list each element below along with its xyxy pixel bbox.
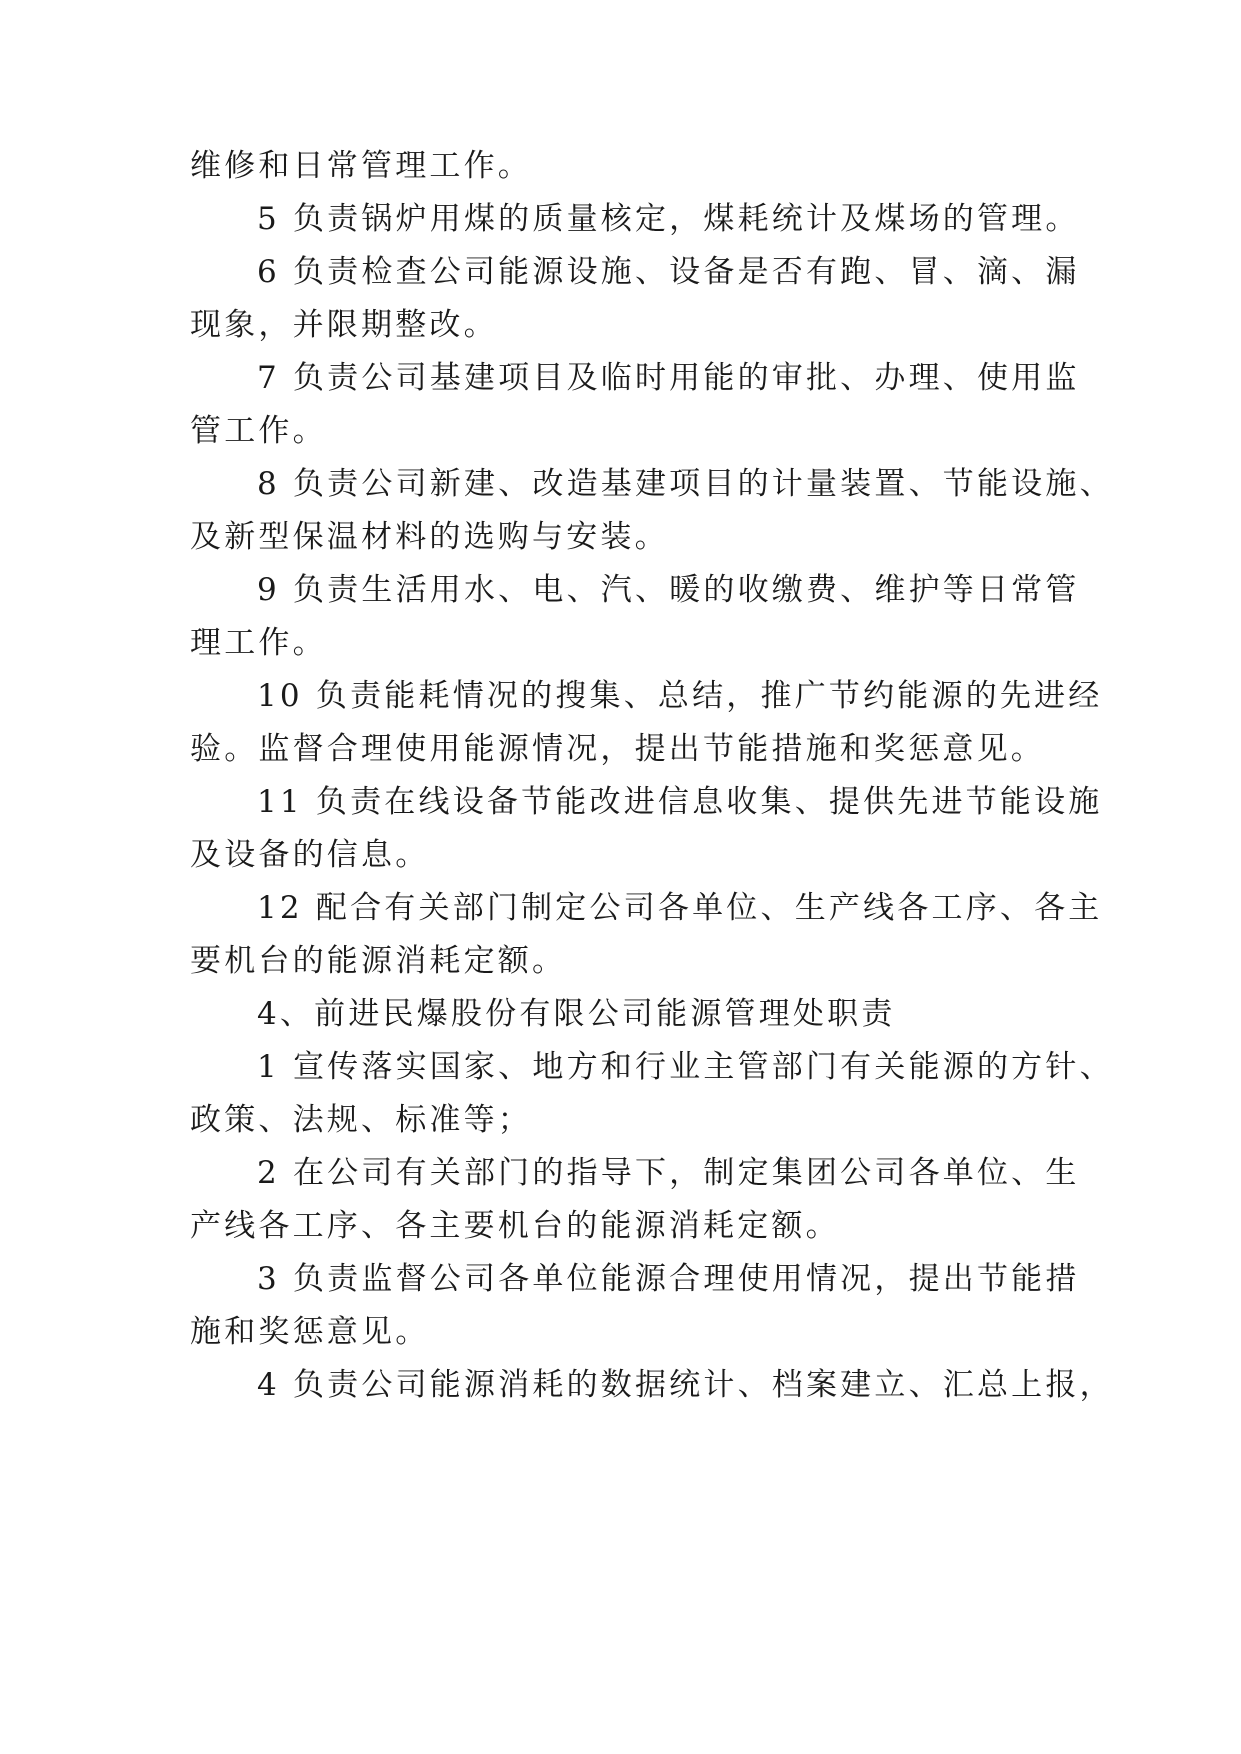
text-line: 11 负责在线设备节能改进信息收集、提供先进节能设施 (257, 784, 1103, 820)
text-line: 政策、法规、标准等； (190, 1102, 532, 1138)
text-line: 2 在公司有关部门的指导下，制定集团公司各单位、生 (257, 1155, 1080, 1191)
text-line: 5 负责锅炉用煤的质量核定，煤耗统计及煤场的管理。 (257, 201, 1080, 237)
text-line: 现象，并限期整改。 (190, 307, 498, 343)
text-line: 要机台的能源消耗定额。 (190, 943, 567, 979)
text-line: 产线各工序、各主要机台的能源消耗定额。 (190, 1208, 840, 1244)
section-heading: 4、前进民爆股份有限公司能源管理处职责 (257, 996, 896, 1032)
text-line: 管工作。 (190, 413, 327, 449)
text-line: 及新型保温材料的选购与安装。 (190, 519, 669, 555)
text-line: 4 负责公司能源消耗的数据统计、档案建立、汇总上报， (257, 1367, 1114, 1403)
text-line: 7 负责公司基建项目及临时用能的审批、办理、使用监 (257, 360, 1080, 396)
text-line: 理工作。 (190, 625, 327, 661)
text-line: 施和奖惩意见。 (190, 1314, 430, 1350)
text-line: 9 负责生活用水、电、汽、暖的收缴费、维护等日常管 (257, 572, 1080, 608)
text-line: 及设备的信息。 (190, 837, 430, 873)
text-line: 验。监督合理使用能源情况，提出节能措施和奖惩意见。 (190, 731, 1045, 767)
text-line: 1 宣传落实国家、地方和行业主管部门有关能源的方针、 (257, 1049, 1114, 1085)
text-line: 8 负责公司新建、改造基建项目的计量装置、节能设施、 (257, 466, 1114, 502)
text-line: 12 配合有关部门制定公司各单位、生产线各工序、各主 (257, 890, 1103, 926)
text-line: 维修和日常管理工作。 (190, 148, 532, 184)
text-line: 6 负责检查公司能源设施、设备是否有跑、冒、滴、漏 (257, 254, 1080, 290)
text-line: 10 负责能耗情况的搜集、总结，推广节约能源的先进经 (257, 678, 1103, 714)
text-line: 3 负责监督公司各单位能源合理使用情况，提出节能措 (257, 1261, 1080, 1297)
